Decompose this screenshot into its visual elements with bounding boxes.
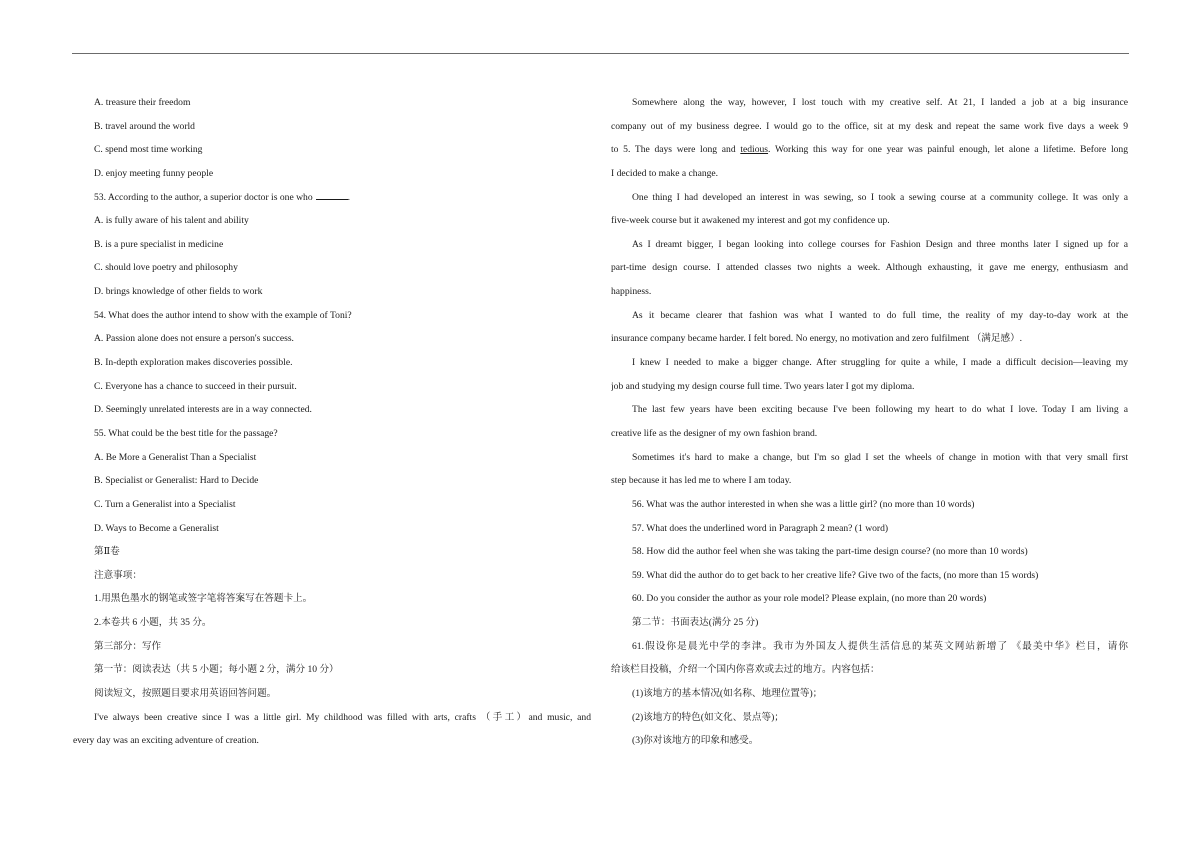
note-2: 2.本卷共 6 小题，共 35 分。: [94, 617, 212, 629]
passage-p1-line-2: every day was an exciting adventure of creation.: [73, 735, 259, 747]
p2-line-4: I decided to make a change.: [611, 167, 719, 179]
question-60: 60. Do you consider the author as your role model? Please explain, (no more than 20 words): [632, 593, 987, 605]
q53-stem: 53. According to the author, a superior doctor is one who: [94, 191, 313, 203]
p4-line-1: As I dreamt bigger, I began looking into college courses for Fashion Design and three months later I signed up for a: [632, 238, 1128, 250]
notes-title: 注意事项：: [94, 569, 142, 581]
underlined-word: tedious: [740, 144, 769, 156]
p3-line-2: five-week course but it awakened my interest and got my confidence up.: [611, 215, 890, 227]
left-column: [73, 91, 591, 753]
writing-section-heading: 第二节：书面表达(满分 25 分): [632, 617, 759, 629]
note-1: 1.用黑色墨水的钢笔或签字笔将答案写在答题卡上。: [94, 593, 313, 605]
q53-stem-line: [73, 186, 591, 210]
part-3-heading: 第三部分：写作: [94, 640, 162, 652]
q54-option-c: C. Everyone has a chance to succeed in their pursuit.: [94, 380, 297, 392]
p4-line-3: happiness.: [611, 286, 652, 298]
q52-option-c: C. spend most time working: [94, 144, 203, 156]
p7-line-2: creative life as the designer of my own fashion brand.: [611, 427, 818, 439]
q52-option-d: D. enjoy meeting funny people: [94, 167, 214, 179]
passage-p1-line-1: I've always been creative since I was a little girl. My childhood was filled with arts, crafts （手工）and music, and: [94, 711, 591, 723]
p2-line-3-pre: to 5. The days were long and: [611, 144, 741, 156]
q53-option-c: C. should love poetry and philosophy: [94, 262, 238, 274]
reading-instruction: 阅读短文，按照题目要求用英语回答问题。: [94, 688, 277, 700]
question-59: 59. What did the author do to get back to her creative life? Give two of the facts, (no more than 15 words): [632, 569, 1039, 581]
q52-option-a: A. treasure their freedom: [94, 97, 191, 108]
q55-option-d: D. Ways to Become a Generalist: [94, 522, 219, 534]
question-61-line-1: 61.假设你是晨光中学的李津。我市为外国友人提供生活信息的某英文网站新增了 《最美中华》栏目，请你: [632, 640, 1128, 652]
p3-line-1: One thing I had developed an interest in was sewing, so I took a sewing course at a community college. It was only a: [632, 191, 1128, 203]
header-rule: [72, 53, 1129, 54]
requirement-3: (3)你对该地方的印象和感受。: [632, 735, 759, 747]
right-column: [611, 91, 1128, 753]
p8-line-1: Sometimes it's hard to make a change, but I'm so glad I set the wheels of change in motion with that very small first: [632, 451, 1128, 463]
q53-option-b: B. is a pure specialist in medicine: [94, 238, 224, 250]
q55-option-a: A. Be More a Generalist Than a Specialist: [94, 451, 257, 463]
q55-stem: 55. What could be the best title for the passage?: [94, 427, 278, 439]
p2-line-3-post: . Working this way for one year was painful enough, let alone a lifetime. Before long: [768, 144, 1128, 156]
p5-line-2: insurance company became harder. I felt bored. No energy, no motivation and zero fulfilment （满足感）.: [611, 333, 1023, 345]
q53-stem-end: .: [347, 191, 351, 203]
p2-line-3: [611, 138, 1128, 162]
p6-line-1: I knew I needed to make a bigger change. After struggling for quite a while, I made a difficult decision—leaving my: [632, 357, 1128, 369]
section-1-heading: 第一节：阅读表达（共 5 小题；每小题 2 分，满分 10 分）: [94, 664, 339, 676]
q53-option-a: A. is fully aware of his talent and ability: [94, 215, 249, 227]
q55-option-b: B. Specialist or Generalist: Hard to Decide: [94, 475, 259, 487]
answer-blank: [316, 190, 348, 200]
p8-line-2: step because it has led me to where I am today.: [611, 475, 792, 487]
p2-line-1: Somewhere along the way, however, I lost touch with my creative self. At 21, I landed a job at a big insurance: [632, 97, 1128, 108]
requirement-1: (1)该地方的基本情况(如名称、地理位置等)；: [632, 688, 823, 700]
q54-option-b: B. In-depth exploration makes discoveries possible.: [94, 357, 293, 369]
p5-line-1: As it became clearer that fashion was what I wanted to do full time, the reality of my day-to-day work at the: [632, 309, 1128, 321]
p7-line-1: The last few years have been exciting because I've been following my heart to do what I love. Today I am living a: [632, 404, 1128, 416]
question-61-line-2: 给该栏目投稿，介绍一个国内你喜欢或去过的地方。内容包括：: [611, 664, 880, 676]
question-58: 58. How did the author feel when she was taking the part-time design course? (no more than 10 words): [632, 546, 1028, 558]
p2-line-2: company out of my business degree. I would go to the office, sit at my desk and repeat the same work five days a week 9: [611, 120, 1128, 132]
q54-stem: 54. What does the author intend to show with the example of Toni?: [94, 309, 352, 321]
question-57: 57. What does the underlined word in Paragraph 2 mean? (1 word): [632, 522, 889, 534]
requirement-2: (2)该地方的特色(如文化、景点等)；: [632, 711, 784, 723]
q52-option-b: B. travel around the world: [94, 120, 195, 132]
p4-line-2: part-time design course. I attended classes two nights a week. Although exhausting, it gave me energy, enthusiasm and: [611, 262, 1128, 274]
q54-option-d: D. Seemingly unrelated interests are in a way connected.: [94, 404, 312, 416]
section-2-heading: 第Ⅱ卷: [94, 546, 120, 558]
q53-option-d: D. brings knowledge of other fields to work: [94, 286, 263, 298]
q55-option-c: C. Turn a Generalist into a Specialist: [94, 498, 236, 510]
q54-option-a: A. Passion alone does not ensure a person's success.: [94, 333, 294, 345]
question-56: 56. What was the author interested in when she was a little girl? (no more than 10 words): [632, 498, 975, 510]
p6-line-2: job and studying my design course full time. Two years later I got my diploma.: [611, 380, 915, 392]
